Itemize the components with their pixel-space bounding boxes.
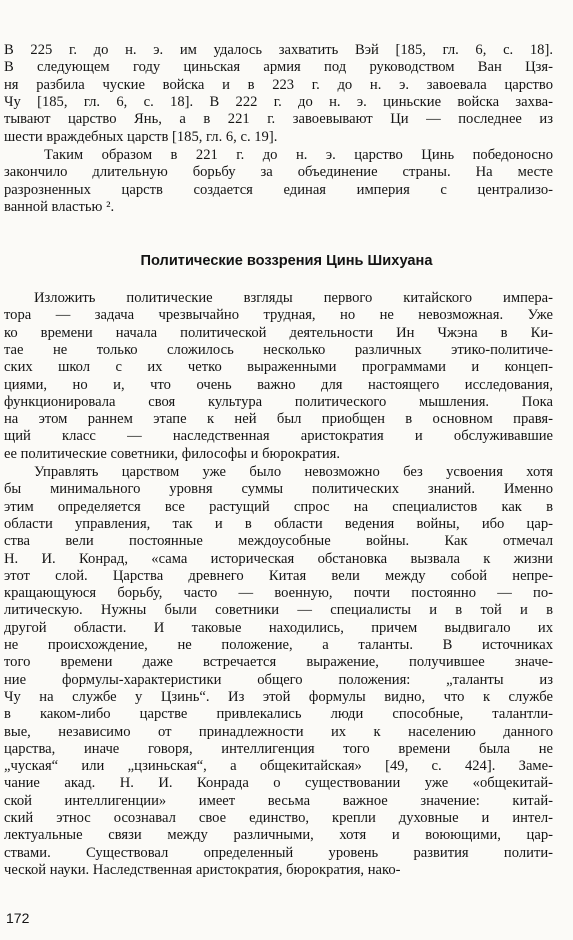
text-line: циями, но и, что очень важно для настоящего исследования, (4, 377, 553, 393)
page-number: 172 (6, 910, 30, 926)
text-line: не происхождение, не положение, а таланты. В источниках (4, 637, 553, 653)
text-line: вые, независимо от принадлежности их к населению данного (4, 724, 553, 740)
text-line: Таким образом в 221 г. до н. э. царство Цинь победоносно (44, 147, 553, 163)
text-line: разрозненных царств создается единая империя с централизо- (4, 182, 553, 198)
text-line: тае не только сложилось несколько различных этико-политиче- (4, 342, 553, 358)
text-line: В 225 г. до н. э. им удалось захватить Вэй [185, гл. 6, с. 18]. (4, 42, 553, 58)
text-line: этот слой. Царства древнего Китая вели между собой непре- (4, 568, 553, 584)
text-line: того времени даже встречается выражение, получившее значе- (4, 654, 553, 670)
text-line: ской интеллигенции» имеет весьма важное значение: китай- (4, 793, 553, 809)
text-line: тывают царство Янь, а в 221 г. завоевывают Ци — последнее из (4, 111, 553, 127)
text-line: ческой науки. Наследственная аристократия, бюрократия, нако- (4, 862, 401, 878)
text-line: Чу [185, гл. 6, с. 18]. В 222 г. до н. э. циньские войска захва- (4, 94, 553, 110)
text-line: ский этнос осознавал свое единство, крепли духовные и интел- (4, 810, 553, 826)
text-line: другой области. И таковые находились, причем выдвигало их (4, 620, 553, 636)
text-line: этим определяется все растущий спрос на специалистов как в (4, 499, 553, 515)
text-line: царства, иначе говоря, интеллигенция того времени была не (4, 741, 553, 757)
text-line: ства вели постоянные междоусобные войны. Как отмечал (4, 533, 553, 549)
text-line: „чуская“ или „цзиньская“, а общекитайская» [49, с. 424]. Заме- (4, 758, 553, 774)
text-line: функционировала своя культура политического мышления. Пока (4, 394, 553, 410)
text-line: на этом раннем этапе к ней был приобщен в основном правя- (4, 411, 553, 427)
text-line: Управлять царством уже было невозможно без усвоения хотя (34, 464, 553, 480)
text-line: Н. И. Конрад, «сама историческая обстановка вызвала к жизни (4, 551, 553, 567)
text-line: ее политические советники, философы и бюрократия. (4, 446, 341, 462)
text-line: ванной властью ². (4, 199, 115, 215)
text-line: щий класс — наследственная аристократия и обслуживавшие (4, 428, 553, 444)
text-line: тора — задача чрезвычайно трудная, но не невозможная. Уже (4, 307, 553, 323)
text-line: Изложить политические взгляды первого китайского импера- (34, 290, 553, 306)
text-line: в каком-либо царстве привлекались люди способные, талантли- (4, 706, 553, 722)
text-line: ствами. Существовал определенный уровень развития полити- (4, 845, 553, 861)
text-line: кращающуюся борьбу, часто — военную, почти постоянно — по- (4, 585, 553, 601)
text-line: лектуальные связи между различными, хотя и воюющими, цар- (4, 827, 553, 843)
text-line: ние формулы-характеристики общего положения: „таланты из (4, 672, 553, 688)
text-line: В следующем году циньская армия под руководством Ван Цзя- (4, 59, 553, 75)
text-line: ко времени начала политической деятельности Ин Чжэна в Ки- (4, 325, 553, 341)
text-line: литическую. Нужны были советники — специалисты и в той и в (4, 602, 553, 618)
text-line: закончило длительную борьбу за объединение страны. На месте (4, 164, 553, 180)
text-line: чание акад. Н. И. Конрада о существовании уже «общекитай- (4, 775, 553, 791)
text-line: Чу на службе у Цзинь“. Из этой формулы видно, что к службе (4, 689, 553, 705)
text-line: ня разбила чуские войска и в 223 г. до н. э. завоевала царство (4, 77, 553, 93)
section-heading: Политические воззрения Цинь Шихуана (140, 253, 433, 269)
text-line: бы минимального уровня суммы политических знаний. Именно (4, 481, 553, 497)
text-line: области управления, так и в области ведения войны, ибо цар- (4, 516, 553, 532)
text-line: ских школ с их четко выраженными программами и концеп- (4, 359, 553, 375)
text-line: шести враждебных царств [185, гл. 6, с. 19]. (4, 129, 278, 145)
